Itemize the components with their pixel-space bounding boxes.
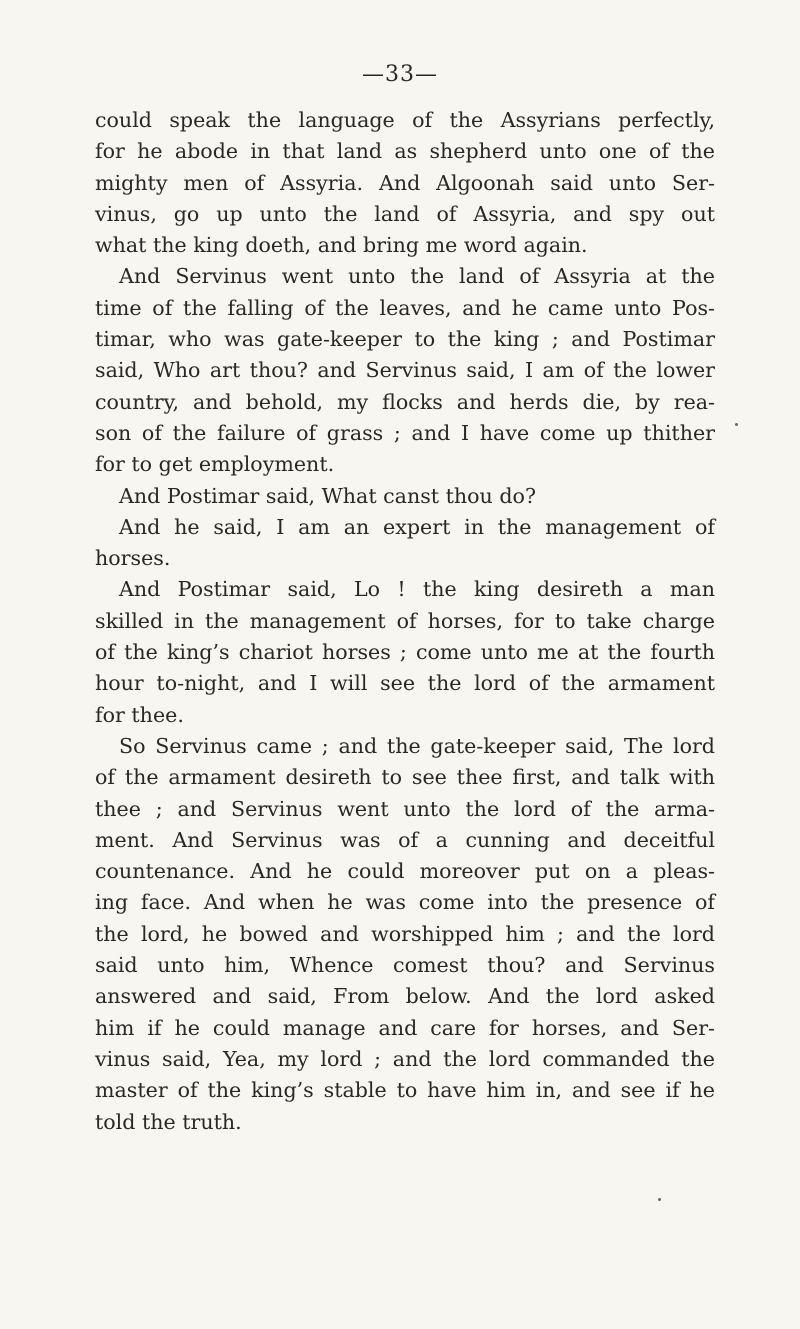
- text-line: countenance. And he could moreover put on a pleas-: [95, 859, 715, 884]
- text-line: mighty men of Assyria. And Algoonah said unto Ser-: [95, 170, 715, 195]
- text-line: hour to-night, and I will see the lord of the armament: [95, 671, 715, 696]
- text-line: horses.: [95, 546, 171, 571]
- text-line: of the king’s chariot horses ; come unto me at the fourth: [95, 640, 715, 665]
- text-line: ing face. And when he was come into the presence of: [95, 890, 715, 915]
- text-line: what the king doeth, and bring me word again.: [95, 233, 588, 258]
- text-line: said, Who art thou? and Servinus said, I am of the lower: [95, 358, 715, 383]
- text-line: the lord, he bowed and worshipped him ; and the lord: [95, 921, 715, 946]
- text-line: And Servinus went unto the land of Assyria at the: [119, 264, 715, 289]
- body-text: [95, 105, 715, 1138]
- text-line: answered and said, From below. And the lord asked: [95, 984, 715, 1009]
- text-line: for he abode in that land as shepherd unto one of the: [95, 139, 715, 164]
- text-line: vinus said, Yea, my lord ; and the lord commanded the: [95, 1046, 715, 1071]
- text-line: And Postimar said, What canst thou do?: [119, 483, 536, 508]
- margin-speck: [735, 423, 738, 426]
- text-line: time of the falling of the leaves, and he came unto Pos-: [95, 295, 715, 320]
- text-line: skilled in the management of horses, for to take charge: [95, 608, 715, 633]
- text-line: And he said, I am an expert in the management of: [119, 514, 715, 539]
- text-line: for to get employment.: [95, 452, 335, 477]
- text-line: son of the failure of grass ; and I have come up thither: [95, 420, 715, 445]
- text-line: could speak the language of the Assyrians perfectly,: [95, 108, 715, 132]
- ink-speck: [658, 1198, 661, 1201]
- text-line: And Postimar said, Lo ! the king desireth a man: [119, 577, 715, 602]
- text-line: ment. And Servinus was of a cunning and deceitful: [95, 827, 715, 852]
- text-line: timar, who was gate-keeper to the king ; and Postimar: [95, 327, 715, 352]
- text-line: vinus, go up unto the land of Assyria, and spy out: [95, 201, 715, 226]
- text-line: told the truth.: [95, 1109, 242, 1134]
- text-line: said unto him, Whence comest thou? and Servinus: [95, 953, 715, 978]
- text-line: thee ; and Servinus went unto the lord of the arma-: [95, 796, 715, 821]
- text-line: for thee.: [95, 702, 184, 727]
- text-line: country, and behold, my flocks and herds die, by rea-: [95, 389, 715, 414]
- page-number: —33—: [362, 62, 438, 87]
- text-line: master of the king’s stable to have him in, and see if he: [95, 1078, 715, 1103]
- text-line: him if he could manage and care for horses, and Ser-: [95, 1015, 715, 1040]
- text-line: So Servinus came ; and the gate-keeper said, The lord: [119, 733, 715, 758]
- text-line: of the armament desireth to see thee first, and talk with: [95, 765, 715, 790]
